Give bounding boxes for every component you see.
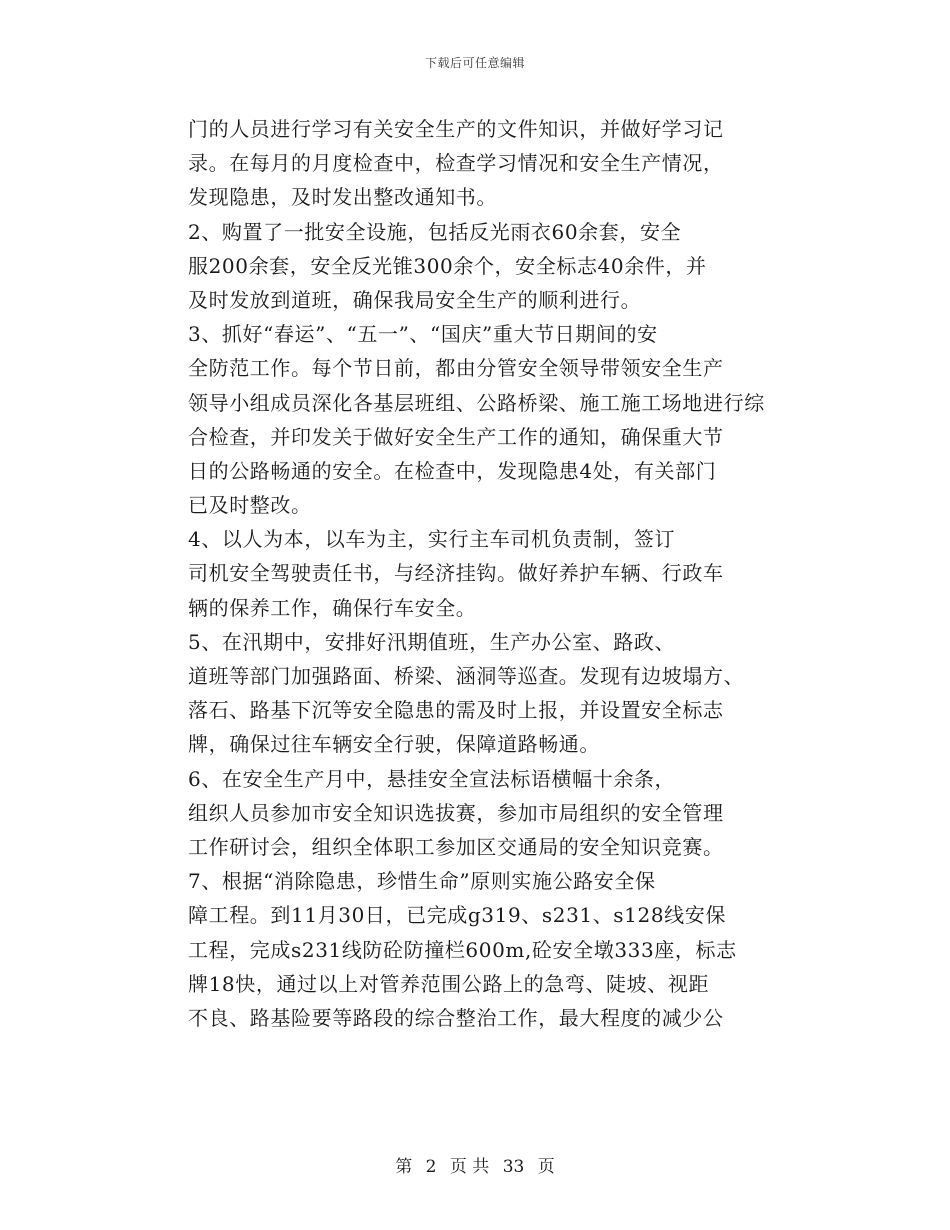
text-line: 日的公路畅通的安全。在检查中，发现隐患4处，有关部门 — [188, 458, 717, 483]
page-header: 下载后可任意编辑 — [424, 56, 525, 70]
text-line: 已及时整改。 — [188, 493, 312, 518]
text-line: 5、在汛期中，安排好汛期值班，生产办公室、路政、 — [188, 629, 676, 654]
footer-middle: 页 共 — [449, 1157, 490, 1177]
text-line: 3、抓好“春运”、“五一”、“国庆”重大节日期间的安 — [188, 322, 658, 347]
text-line: 录。在每月的月度检查中，检查学习情况和安全生产情况， — [188, 151, 724, 176]
footer-suffix: 页 — [537, 1157, 555, 1177]
text-line: 领导小组成员深化各基层班组、公路桥梁、施工施工场地进行综 — [188, 390, 765, 415]
current-page-number: 2 — [425, 1157, 437, 1177]
document-body — [188, 112, 828, 1035]
text-line: 2、购置了一批安全设施，包括反光雨衣60余套，安全 — [188, 219, 682, 244]
text-line: 全防范工作。每个节日前，都由分管安全领导带领安全生产 — [188, 356, 724, 381]
text-line: 门的人员进行学习有关安全生产的文件知识，并做好学习记 — [188, 117, 724, 141]
text-line: 工程，完成s231线防砼防撞栏600m,砼安全墩333座，标志 — [188, 937, 737, 962]
text-line: 障工程。到11月30日，已完成g319、s231、s128线安保 — [188, 903, 726, 928]
text-line: 辆的保养工作，确保行车安全。 — [188, 595, 477, 620]
text-line: 落石、路基下沉等安全隐患的需及时上报，并设置安全标志 — [188, 698, 724, 723]
footer-prefix: 第 — [395, 1157, 413, 1177]
text-line: 司机安全驾驶责任书，与经济挂钩。做好养护车辆、行政车 — [188, 561, 724, 586]
text-line: 4、以人为本，以车为主，实行主车司机负责制，签订 — [188, 527, 676, 552]
text-line: 7、根据“消除隐患，珍惜生命”原则实施公路安全保 — [188, 869, 656, 894]
text-line: 道班等部门加强路面、桥梁、涵洞等巡查。发现有边坡塌方、 — [188, 664, 745, 688]
text-line: 不良、路基险要等路段的综合整治工作，最大程度的减少公 — [188, 1005, 724, 1030]
text-line: 合检查，并印发关于做好安全生产工作的通知，确保重大节 — [188, 424, 724, 449]
total-page-count: 33 — [502, 1157, 525, 1177]
text-line: 组织人员参加市安全知识选拔赛，参加市局组织的安全管理 — [188, 800, 724, 825]
text-line: 发现隐患，及时发出整改通知书。 — [188, 185, 497, 210]
text-line: 6、在安全生产月中，悬挂安全宣法标语横幅十余条， — [188, 766, 676, 791]
page-footer — [0, 1152, 950, 1177]
text-line: 牌18快，通过以上对管养范围公路上的急弯、陡坡、视距 — [188, 971, 710, 996]
text-line: 工作研讨会，组织全体职工参加区交通局的安全知识竞赛。 — [188, 834, 724, 859]
text-line: 服200余套，安全反光锥300余个，安全标志40余件，并 — [188, 253, 707, 278]
text-line: 及时发放到道班，确保我局安全生产的顺利进行。 — [188, 287, 642, 312]
text-line: 牌，确保过往车辆安全行驶，保障道路畅通。 — [188, 732, 600, 757]
